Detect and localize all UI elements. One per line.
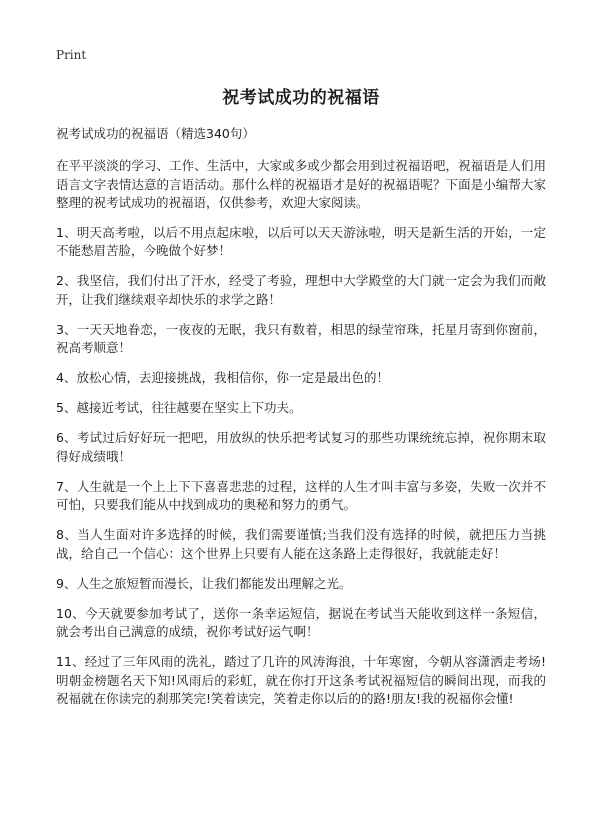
wish-item-2: 2、我坚信，我们付出了汗水，经受了考验，理想中大学殿堂的大门就一定会为我们而敞开，让我们继续艰辛却快乐的求学之路！ — [56, 273, 546, 307]
wish-item-4: 4、放松心情，去迎接挑战，我相信你，你一定是最出色的！ — [56, 370, 389, 385]
wish-item-7: 7、人生就是一个上上下下喜喜悲悲的过程，这样的人生才叫丰富与多姿，失败一次并不可怕，只要我们能从中找到成功的奥秘和努力的勇气。 — [56, 478, 546, 512]
wish-item-11: 11、经过了三年风雨的洗礼，踏过了几许的风涛海浪，十年寒窗，今朝从容潇洒走考场!明朝金榜题名天下知!风雨后的彩虹，就在你打开这条考试祝福短信的瞬间出现，而我的祝福就在你读完的刹那笑完!笑着读完，笑着走你以后的的路!朋友!我的祝福你会懂! — [56, 654, 546, 706]
wish-item-5: 5、越接近考试，往往越要在坚实上下功夫。 — [56, 400, 302, 415]
wish-item-3: 3、一天天地眷恋，一夜夜的无眠，我只有数着，相思的绿莹帘珠，托星月寄到你窗前，祝高考顺意！ — [56, 321, 546, 355]
wish-item-10: 10、今天就要参加考试了，送你一条幸运短信，据说在考试当天能收到这样一条短信，就会考出自己满意的成绩，祝你考试好运气啊！ — [56, 605, 546, 639]
article-subtitle: 祝考试成功的祝福语（精选340句） — [56, 126, 255, 141]
print-link[interactable]: Print — [56, 48, 87, 62]
page-title: 祝考试成功的祝福语 — [222, 88, 380, 108]
wish-item-8: 8、当人生面对许多选择的时候，我们需要谨慎;当我们没有选择的时候，就把压力当挑战，给自己一个信心：这个世界上只要有人能在这条路上走得很好，我就能走好！ — [56, 527, 546, 561]
wish-item-6: 6、考试过后好好玩一把吧，用放纵的快乐把考试复习的那些功课统统忘掉，祝你期末取得好成绩哦！ — [56, 430, 546, 464]
wish-item-1: 1、明天高考啦，以后不用点起床啦，以后可以天天游泳啦，明天是新生活的开始，一定不能愁眉苦脸，今晚做个好梦！ — [56, 224, 546, 258]
intro-paragraph: 在平平淡淡的学习、工作、生活中，大家或多或少都会用到过祝福语吧，祝福语是人们用语言文字表情达意的言语活动。那什么样的祝福语才是好的祝福语呢？下面是小编帮大家整理的祝考试成功的祝福语，仅供参考，欢迎大家阅读。 — [56, 158, 546, 210]
wish-item-9: 9、人生之旅短暂而漫长，让我们都能发出理解之光。 — [56, 575, 352, 591]
